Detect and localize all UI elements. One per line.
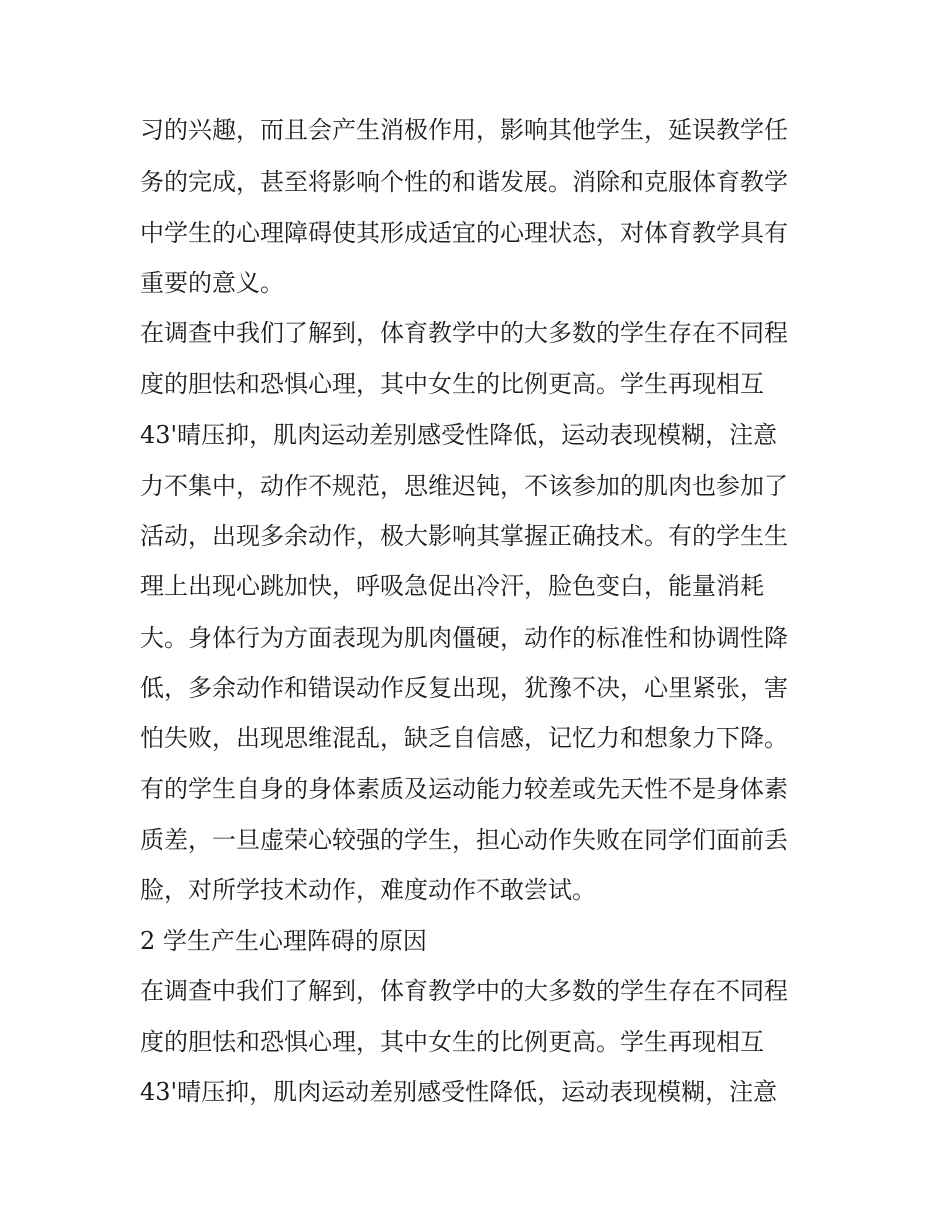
text-line: 脸，对所学技术动作，难度动作不敢尝试。	[140, 876, 596, 904]
text-line: 质差，一旦虚荣心较强的学生，担心动作失败在同学们面前丢	[140, 826, 788, 854]
text-line: 活动，出现多余动作，极大影响其掌握正确技术。有的学生生	[140, 522, 788, 550]
text-line: 中学生的心理障碍使其形成适宜的心理状态，对体育教学具有	[140, 219, 788, 247]
text-line: 大。身体行为方面表现为肌肉僵硬，动作的标准性和协调性降	[140, 624, 788, 652]
text-line: 43'晴压抑，肌肉运动差别感受性降低，运动表现模糊，注意	[140, 421, 778, 449]
text-line: 43'晴压抑，肌肉运动差别感受性降低，运动表现模糊，注意	[140, 1078, 778, 1106]
text-line: 力不集中，动作不规范，思维迟钝，不该参加的肌肉也参加了	[140, 472, 788, 500]
text-line: 理上出现心跳加快，呼吸急促出冷汗，脸色变白，能量消耗	[140, 572, 764, 600]
text-line: 低，多余动作和错误动作反复出现，犹豫不决，心里紧张，害	[140, 674, 788, 702]
text-line: 习的兴趣，而且会产生消极作用，影响其他学生，延误教学任	[140, 116, 788, 144]
text-line: 怕失败，出现思维混乱，缺乏自信感，记忆力和想象力下降。	[140, 724, 788, 752]
text-line: 度的胆怯和恐惧心理，其中女生的比例更高。学生再现相互	[140, 370, 764, 398]
text-line: 在调查中我们了解到，体育教学中的大多数的学生存在不同程	[140, 319, 788, 347]
text-line: 重要的意义。	[140, 269, 284, 297]
text-line: 有的学生自身的身体素质及运动能力较差或先天性不是身体素	[140, 775, 788, 803]
section-heading: 2 学生产生心理阵碍的原因	[140, 927, 427, 955]
text-line: 务的完成，甚至将影响个性的和谐发展。消除和克服体育教学	[140, 168, 788, 196]
text-line: 在调查中我们了解到，体育教学中的大多数的学生存在不同程	[140, 977, 788, 1005]
text-line: 度的胆怯和恐惧心理，其中女生的比例更高。学生再现相互	[140, 1028, 764, 1056]
